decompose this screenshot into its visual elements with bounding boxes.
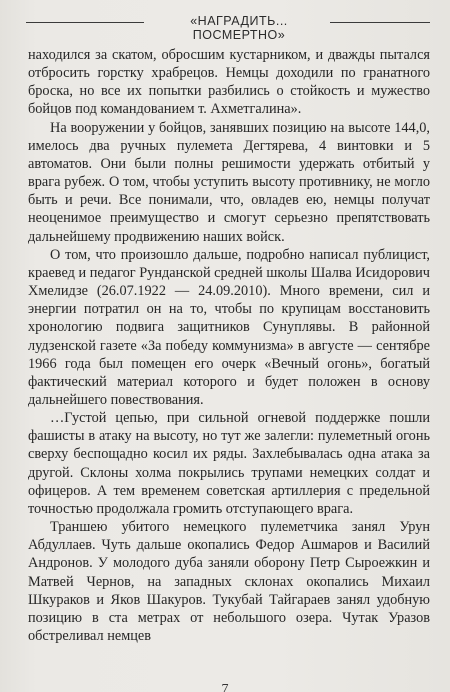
body-text <box>28 46 430 645</box>
running-head-rule-left <box>26 22 144 23</box>
paragraph-4: …Густой цепью, при сильной огневой поддержке пошли фашисты в атаку на высоту, но тут же залегли: пулеметный огонь сверху беспощадно косил их ряды. Захлебывалась одна атака за другой. Склоны холма покрылись трупами немецких солдат и офицеров. А тем временем советская артиллерия с предельной точностью продолжала громить отступающего врага. <box>28 410 430 517</box>
running-head-rule-right <box>330 22 430 23</box>
page-number: 7 <box>221 682 229 692</box>
running-head-title: «НАГРАДИТЬ... ПОСМЕРТНО» <box>190 14 288 42</box>
running-head <box>26 10 430 42</box>
paragraph-1: находился за скатом, обросшим кустарником, и дважды пытался отбросить горстку храбрецов. Немцы доходили по гранатного броска, но все их попытки разбились о стойкость и мужество бойцов под командованием т. Ахметгалина». <box>28 47 430 118</box>
paragraph-5: Траншею убитого немецкого пулеметчика занял Урун Абдуллаев. Чуть дальше окопались Федор Ашмаров и Василий Андронов. У молодого дуба заняли оборону Петр Сыроежкин и Матвей Чернов, на западных склонах окопались Михаил Шкураков и Яков Шакуров. Тукубай Тайгараев занял удобную позицию в ста метрах от небольшого озера. Чутак Уразов обстреливал немцев <box>28 519 430 644</box>
paragraph-2: На вооружении у бойцов, занявших позицию на высоте 144,0, имелось два ручных пулемета Дегтярева, 4 винтовки и 5 автоматов. Они были полны решимости удержать отбитый у врага рубеж. О том, чтобы уступить высоту противнику, не могло быть и речи. Все понимали, что, овладев ею, немцы получат неоценимое преимущество и смогут серьезно препятствовать дальнейшему продвижению наших войск. <box>28 119 430 245</box>
paragraph-3: О том, что произошло дальше, подробно написал публицист, краевед и педагог Рунданской средней школы Шалва Исидорович Хмелидзе (26.07.1922 — 24.09.2010). Много времени, сил и энергии потратил он на то, чтобы по крупицам восстановить хронологию подвига защитников Сунуплявы. В районной лудзенской газете «За победу коммунизма» в августе — сентябре 1966 года был помещен его очерк «Вечный огонь», богатый фактический материал которого и будет положен в основу дальнейшего повествования. <box>28 246 430 408</box>
